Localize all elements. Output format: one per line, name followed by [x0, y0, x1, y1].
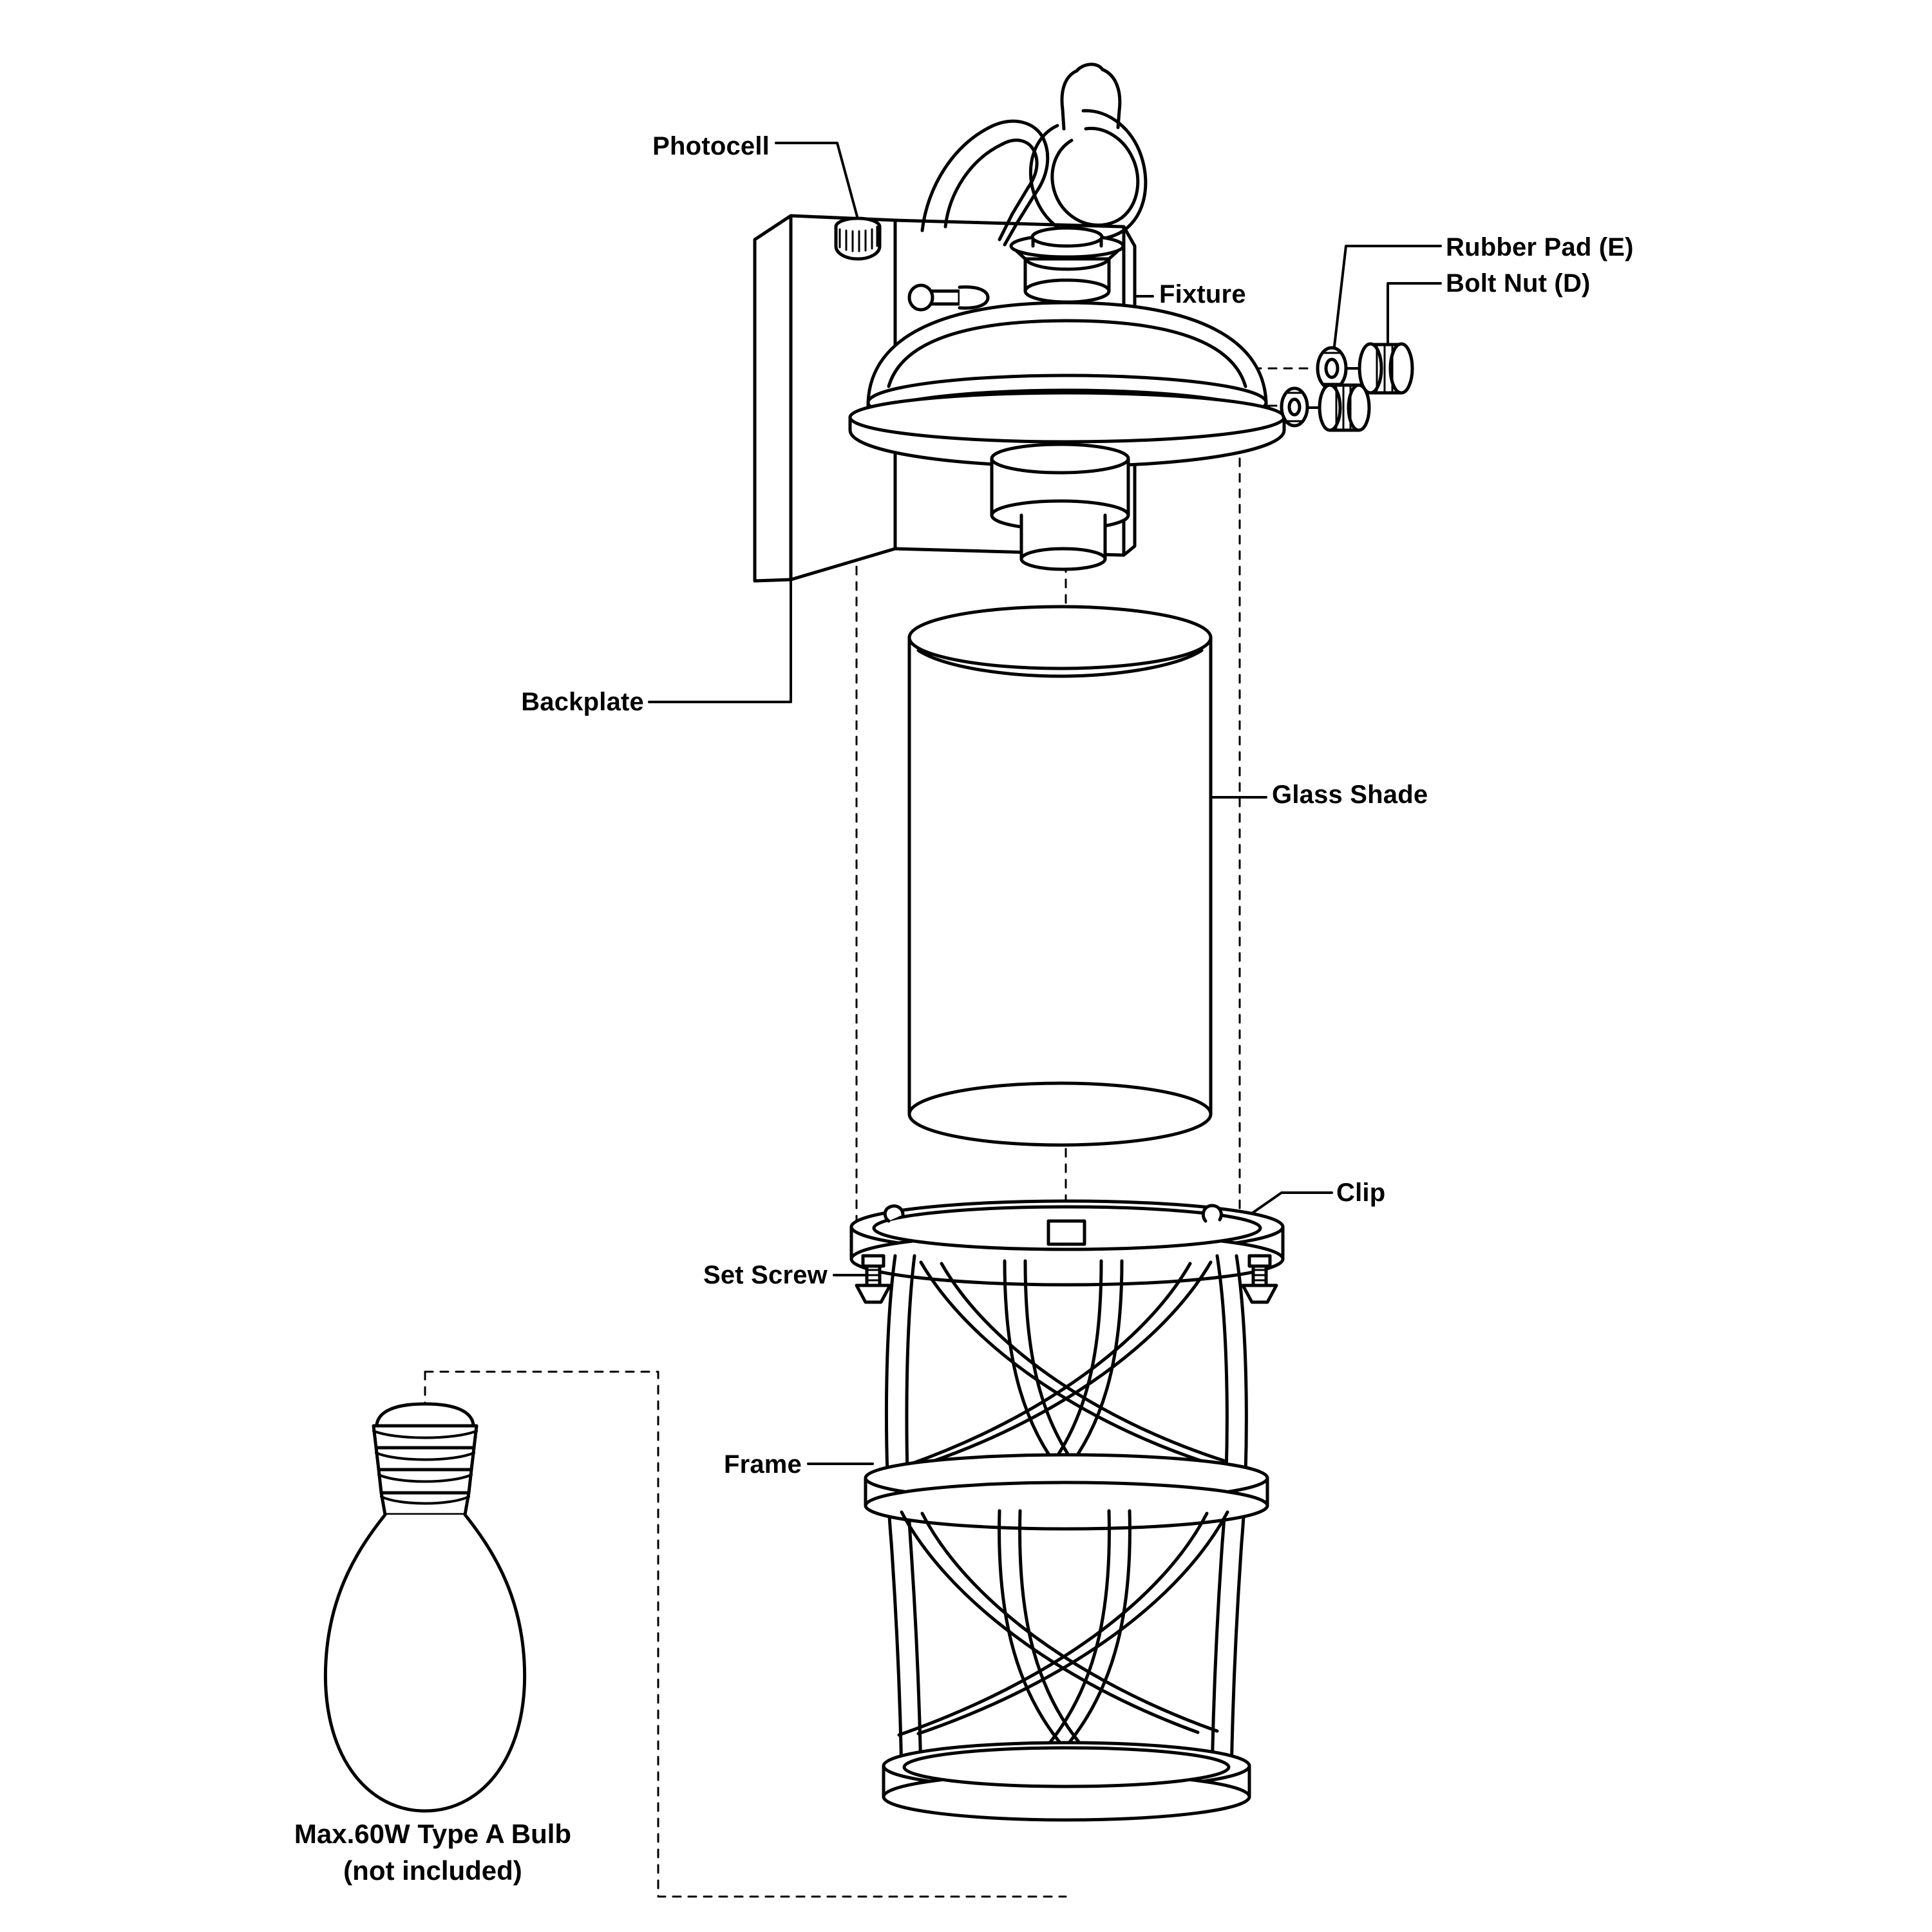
frame-swirl-u4b: [1038, 1261, 1101, 1481]
fixture-arm-end: [960, 287, 988, 308]
leader-photocell: [776, 143, 858, 219]
leader-backplate: [649, 580, 791, 702]
backplate-side: [755, 216, 791, 581]
frame-swirl-u3b: [1025, 1261, 1088, 1481]
glass-shade-body: [909, 638, 1211, 1114]
frame-swirl-l2: [918, 1512, 1227, 1734]
hardware-parts: [1282, 344, 1412, 430]
label-glass-shade: Glass Shade: [1272, 781, 1428, 809]
finial-left: [1062, 71, 1077, 129]
hood-rim-top: [850, 393, 1284, 442]
set-screw-right-flange: [1243, 1285, 1276, 1302]
clip-right: [1203, 1206, 1221, 1221]
fixture-knob: [909, 285, 933, 310]
glass-shade-bottom: [909, 1083, 1211, 1145]
socket-housing-top: [992, 444, 1128, 473]
bulb-caption: [294, 1816, 571, 1889]
label-photocell: Photocell: [652, 132, 770, 160]
set-screw-left-flange: [857, 1285, 890, 1302]
frame-swirl-u3: [1005, 1261, 1069, 1481]
photocell-part: [836, 218, 880, 259]
label-clip: Clip: [1336, 1179, 1386, 1207]
finial-top: [1077, 64, 1103, 71]
bulb-caption-line2: (not included): [343, 1855, 522, 1886]
frame-swirl-l3b: [1020, 1511, 1086, 1750]
frame-swirl-l3: [999, 1511, 1066, 1750]
label-frame: Frame: [723, 1450, 802, 1479]
label-rubber-pad: Rubber Pad (E): [1446, 233, 1634, 261]
bulb-glass: [325, 1515, 524, 1811]
hook-arm-top-inner: [1002, 140, 1034, 151]
socket-neck-bottom: [1021, 549, 1105, 569]
label-bolt-nut: Bolt Nut (D): [1446, 269, 1591, 298]
label-backplate: Backplate: [521, 688, 644, 716]
frame-base-inner: [904, 1748, 1229, 1786]
frame-swirl-u1: [921, 1262, 1204, 1462]
frame-swirl-u1b: [942, 1264, 1224, 1461]
frame-part: [866, 1256, 1267, 1820]
fixture-collar-ring: [1032, 228, 1102, 246]
bulb-caption-line1: Max.60W Type A Bulb: [294, 1819, 572, 1849]
label-set-screw: Set Screw: [703, 1261, 828, 1289]
leader-bolt-nut: [1388, 283, 1441, 348]
hook-arm-outer: [922, 126, 992, 231]
frame-swirl-u2b: [909, 1264, 1190, 1464]
bolt-nut-upper-right: [1390, 344, 1412, 393]
frame-swirl-l4: [1063, 1511, 1130, 1750]
label-fixture: Fixture: [1159, 280, 1246, 308]
rubber-pad-upper-hole: [1326, 359, 1338, 377]
glass-shade-part: [909, 607, 1211, 1145]
loop-inner: [1052, 128, 1138, 225]
frame-swirl-l4b: [1043, 1511, 1109, 1750]
frame-swirl-l1: [902, 1512, 1198, 1732]
glass-shade-top: [909, 607, 1211, 668]
rubber-pad-lower-hole: [1289, 399, 1300, 415]
bulb-part: [325, 1404, 524, 1811]
photocell-body: [836, 227, 880, 259]
frame-swirl-l1b: [922, 1513, 1217, 1731]
mounting-hook: [922, 64, 1146, 245]
fixture-neck-bottom: [1025, 280, 1109, 302]
clip-center-block: [1048, 1221, 1084, 1244]
bulb-tip: [377, 1404, 473, 1425]
bolt-nut-lower-right: [1349, 385, 1369, 430]
hook-arm-top: [992, 121, 1043, 138]
